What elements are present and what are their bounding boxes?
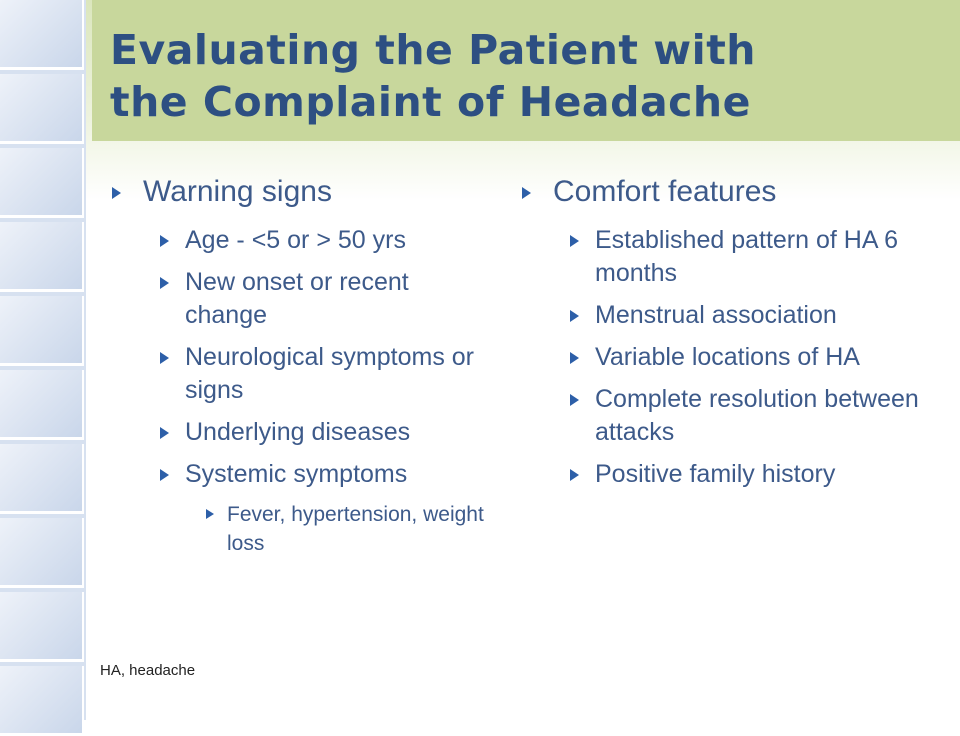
list-item-text: Positive family history <box>595 460 836 488</box>
list-item <box>522 174 932 210</box>
side-tile <box>0 74 84 144</box>
list-item <box>112 224 492 257</box>
side-tile <box>0 148 84 218</box>
slide-title-line-1: Evaluating the Patient with <box>110 26 756 74</box>
slide-title <box>110 24 940 128</box>
list-item <box>112 266 492 332</box>
side-tile <box>0 0 84 70</box>
bullet-arrow-icon <box>570 310 579 322</box>
list-item <box>522 341 932 374</box>
bullet-arrow-icon <box>570 469 579 481</box>
side-tile <box>0 518 84 588</box>
side-tile <box>0 296 84 366</box>
bullet-arrow-icon <box>160 469 169 481</box>
list-item <box>112 458 492 491</box>
list-item <box>522 299 932 332</box>
list-item <box>522 224 932 290</box>
list-item-text: Established pattern of HA 6 months <box>595 226 898 287</box>
bullet-arrow-icon <box>570 235 579 247</box>
list-subitem-text: Fever, hypertension, weight loss <box>227 503 484 555</box>
list-item <box>112 341 492 407</box>
footnote: HA, headache <box>100 662 196 679</box>
side-tile <box>0 370 84 440</box>
list-subitem <box>112 500 492 558</box>
list-item-text: Systemic symptoms <box>185 460 408 488</box>
bullet-arrow-icon <box>570 394 579 406</box>
bullet-arrow-icon <box>112 187 121 199</box>
list-item-text: New onset or recent change <box>185 268 409 329</box>
bullet-arrow-icon <box>570 352 579 364</box>
list-item <box>522 383 932 449</box>
list-item <box>112 174 492 210</box>
list-item-text: Underlying diseases <box>185 418 411 446</box>
list-item-text: Menstrual association <box>595 301 837 329</box>
warning-signs-column <box>112 174 492 564</box>
side-tile <box>0 444 84 514</box>
bullet-arrow-icon <box>206 509 214 519</box>
list-item <box>112 416 492 449</box>
side-tile <box>0 222 84 292</box>
list-item-text: Neurological symptoms or signs <box>185 343 474 404</box>
bullet-arrow-icon <box>160 235 169 247</box>
side-tile <box>0 592 84 662</box>
list-heading: Warning signs <box>143 175 332 208</box>
side-tile <box>0 666 84 736</box>
bullet-arrow-icon <box>160 352 169 364</box>
bullet-arrow-icon <box>160 277 169 289</box>
list-item-text: Age - <5 or > 50 yrs <box>185 226 406 254</box>
bullet-arrow-icon <box>522 187 531 199</box>
list-item <box>522 458 932 491</box>
list-item-text: Variable locations of HA <box>595 343 860 371</box>
left-decorative-strip <box>0 0 86 720</box>
bullet-arrow-icon <box>160 427 169 439</box>
slide-title-line-2: the Complaint of Headache <box>110 78 751 126</box>
list-item-text: Complete resolution between attacks <box>595 385 919 446</box>
comfort-features-column <box>522 174 932 500</box>
list-heading: Comfort features <box>553 175 777 208</box>
